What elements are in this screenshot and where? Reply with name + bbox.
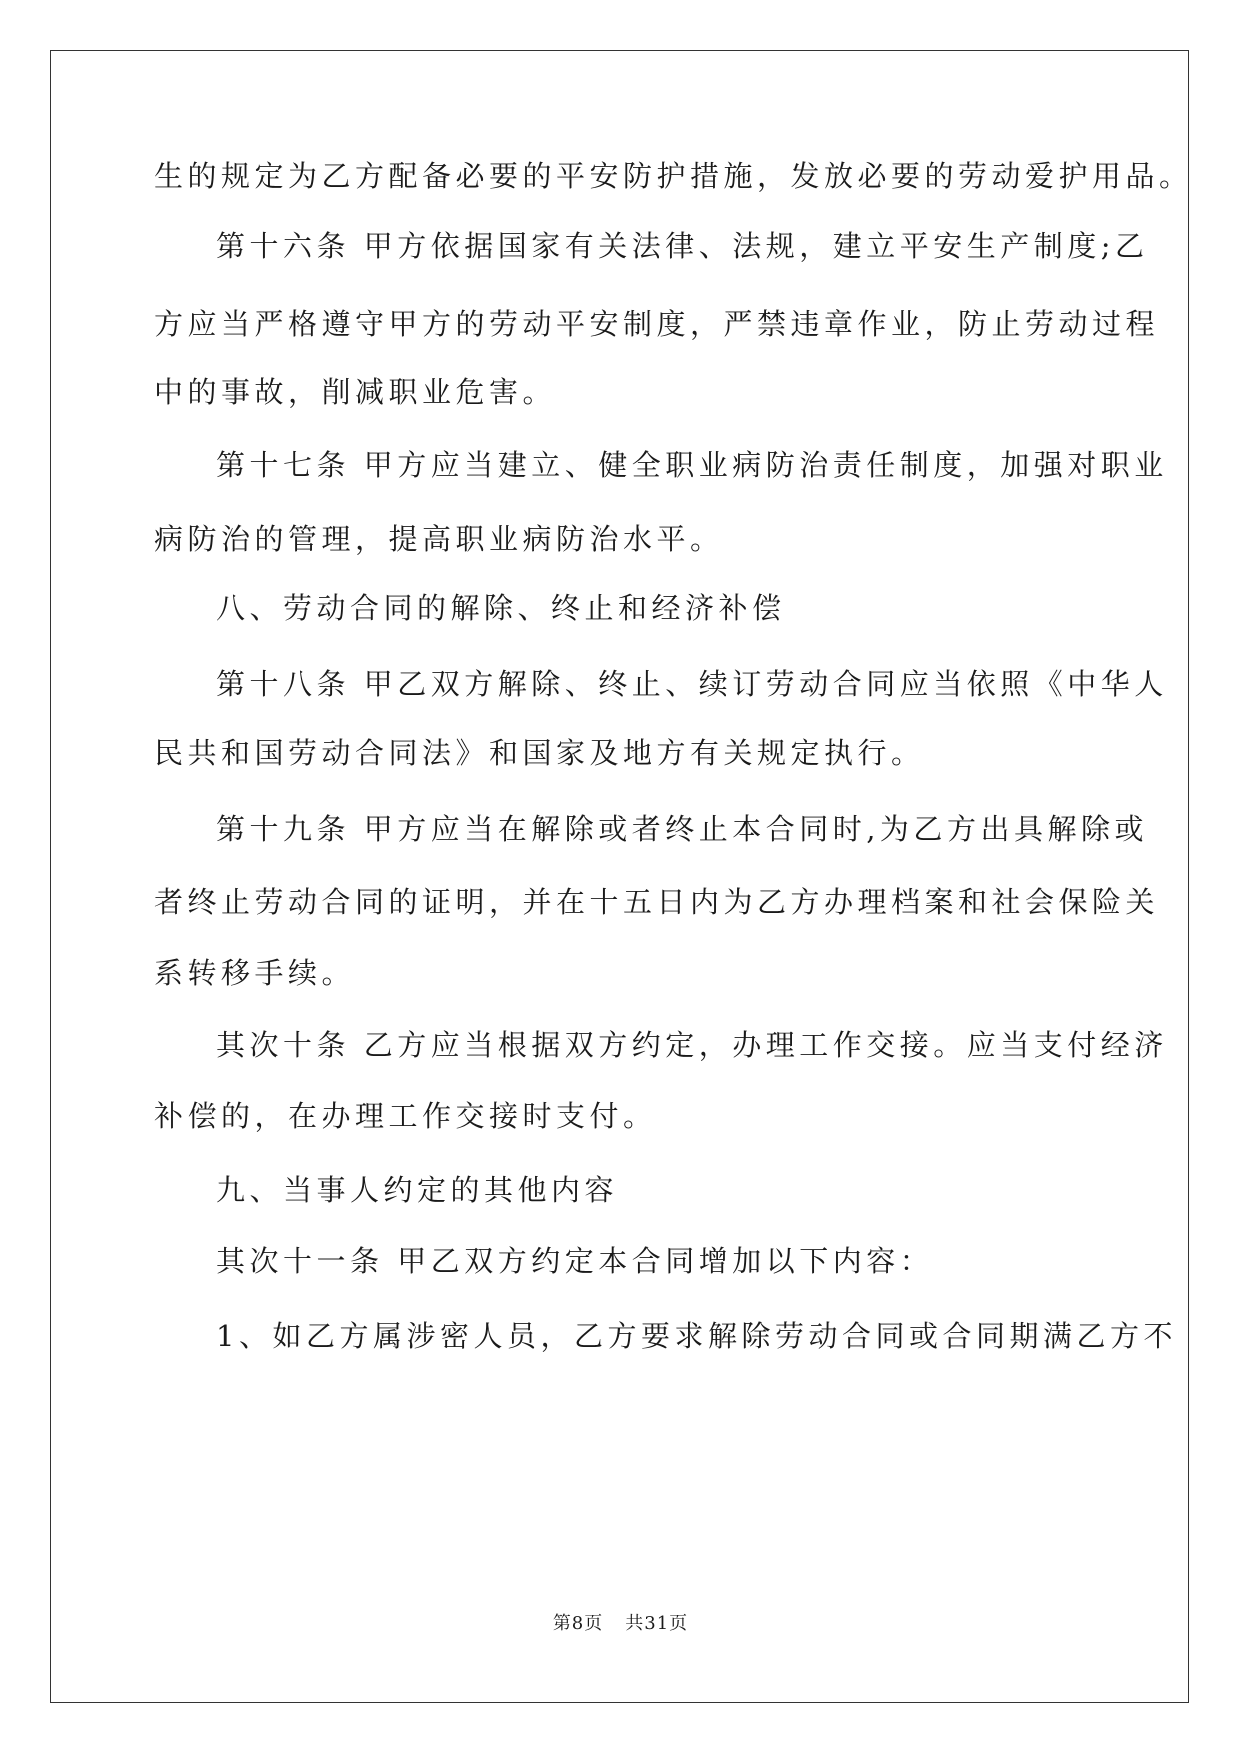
text-line: 方应当严格遵守甲方的劳动平安制度，严禁违章作业，防止劳动过程 — [154, 307, 1160, 341]
text-line: 生的规定为乙方配备必要的平安防护措施，发放必要的劳动爱护用品。 — [154, 159, 1193, 193]
text-line: 其次十一条 甲乙双方约定本合同增加以下内容： — [216, 1244, 934, 1278]
page-number: 第8页 — [552, 1613, 604, 1634]
text-line: 第十九条 甲方应当在解除或者终止本合同时,为乙方出具解除或 — [216, 812, 1148, 846]
text-line: 系转移手续。 — [154, 956, 356, 990]
page-footer — [0, 1612, 1241, 1636]
text-line: 第十六条 甲方依据国家有关法律、法规，建立平安生产制度;乙 — [216, 229, 1149, 263]
page-border — [50, 50, 1193, 1703]
text-line: 其次十条 乙方应当根据双方约定，办理工作交接。应当支付经济 — [216, 1028, 1168, 1062]
page-total: 共31页 — [625, 1613, 689, 1634]
section-heading: 九、当事人约定的其他内容 — [216, 1173, 619, 1207]
text-line: 第十八条 甲乙双方解除、终止、续订劳动合同应当依照《中华人 — [216, 667, 1168, 701]
text-line: 病防治的管理，提高职业病防治水平。 — [154, 522, 724, 556]
text-line: 民共和国劳动合同法》和国家及地方有关规定执行。 — [154, 736, 925, 770]
text-line: 1、如乙方属涉密人员，乙方要求解除劳动合同或合同期满乙方不 — [216, 1319, 1177, 1353]
text-line: 者终止劳动合同的证明，并在十五日内为乙方办理档案和社会保险关 — [154, 885, 1160, 919]
text-line: 补偿的，在办理工作交接时支付。 — [154, 1099, 657, 1133]
section-heading: 八、劳动合同的解除、终止和经济补偿 — [216, 591, 786, 625]
text-line: 中的事故，削减职业危害。 — [154, 375, 557, 409]
text-line: 第十七条 甲方应当建立、健全职业病防治责任制度，加强对职业 — [216, 448, 1168, 482]
